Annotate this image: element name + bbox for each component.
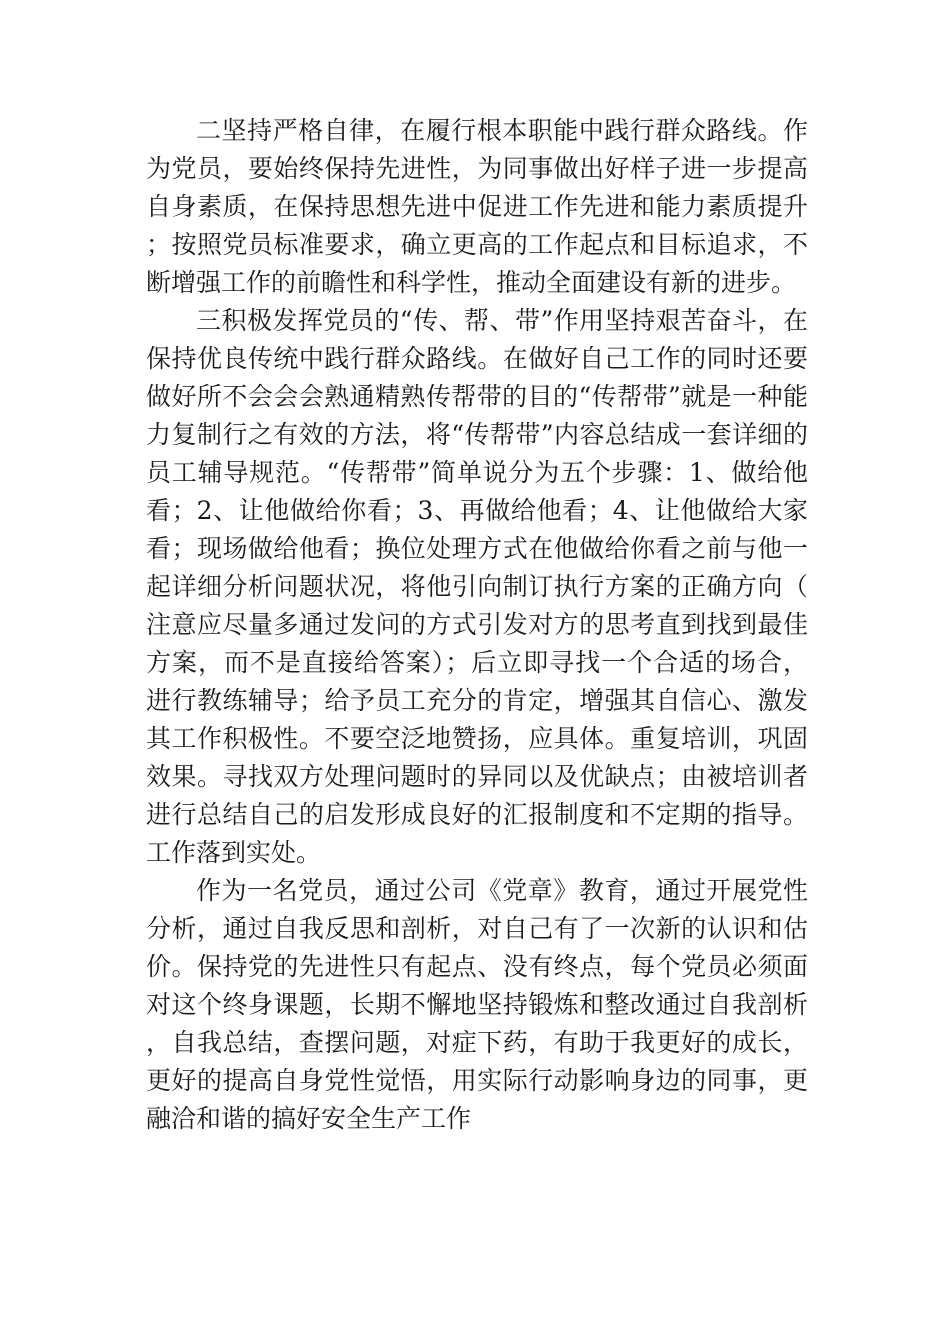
paragraph-1: 二坚持严格自律，在履行根本职能中践行群众路线。作为党员，要始终保持先进性，为同事做出好样子进一步提高自身素质，在保持思想先进中促进工作先进和能力素质提升；按照党员标准要求，确立更高的工作起点和目标追求，不断增强工作的前瞻性和科学性，推动全面建设有新的进步。 bbox=[146, 116, 808, 297]
paragraph-3: 作为一名党员，通过公司《党章》教育，通过开展党性分析，通过自我反思和剖析，对自己有了一次新的认识和估价。保持党的先进性只有起点、没有终点，每个党员必须面对这个终身课题，长期不懈地坚持锻炼和整改通过自我剖析，自我总结，查摆问题，对症下药，有助于我更好的成长，更好的提高自身党性觉悟，用实际行动影响身边的同事，更融洽和谐的搞好安全生产工作 bbox=[146, 876, 808, 1133]
document-body bbox=[146, 112, 808, 1138]
paragraph-2: 三积极发挥党员的“传、帮、带”作用坚持艰苦奋斗，在保持优良传统中践行群众路线。在做好自己工作的同时还要做好所不会会会熟通精熟传帮带的目的“传帮带”就是一种能力复制行之有效的方法，将“传帮带”内容总结成一套详细的员工辅导规范。“传帮带”简单说分为五个步骤：1、做给他看；2、让他做给你看；3、再做给他看；4、让他做给大家看；现场做给他看；换位处理方式在他做给你看之前与他一起详细分析问题状况，将他引向制订执行方案的正确方向（注意应尽量多通过发问的方式引发对方的思考直到找到最佳方案，而不是直接给答案）；后立即寻找一个合适的场合，进行教练辅导；给予员工充分的肯定，增强其自信心、激发其工作积极性。不要空泛地赞扬，应具体。重复培训，巩固效果。寻找双方处理问题时的异同以及优缺点；由被培训者进行总结自己的启发形成良好的汇报制度和不定期的指导。工作落到实处。 bbox=[146, 306, 808, 867]
